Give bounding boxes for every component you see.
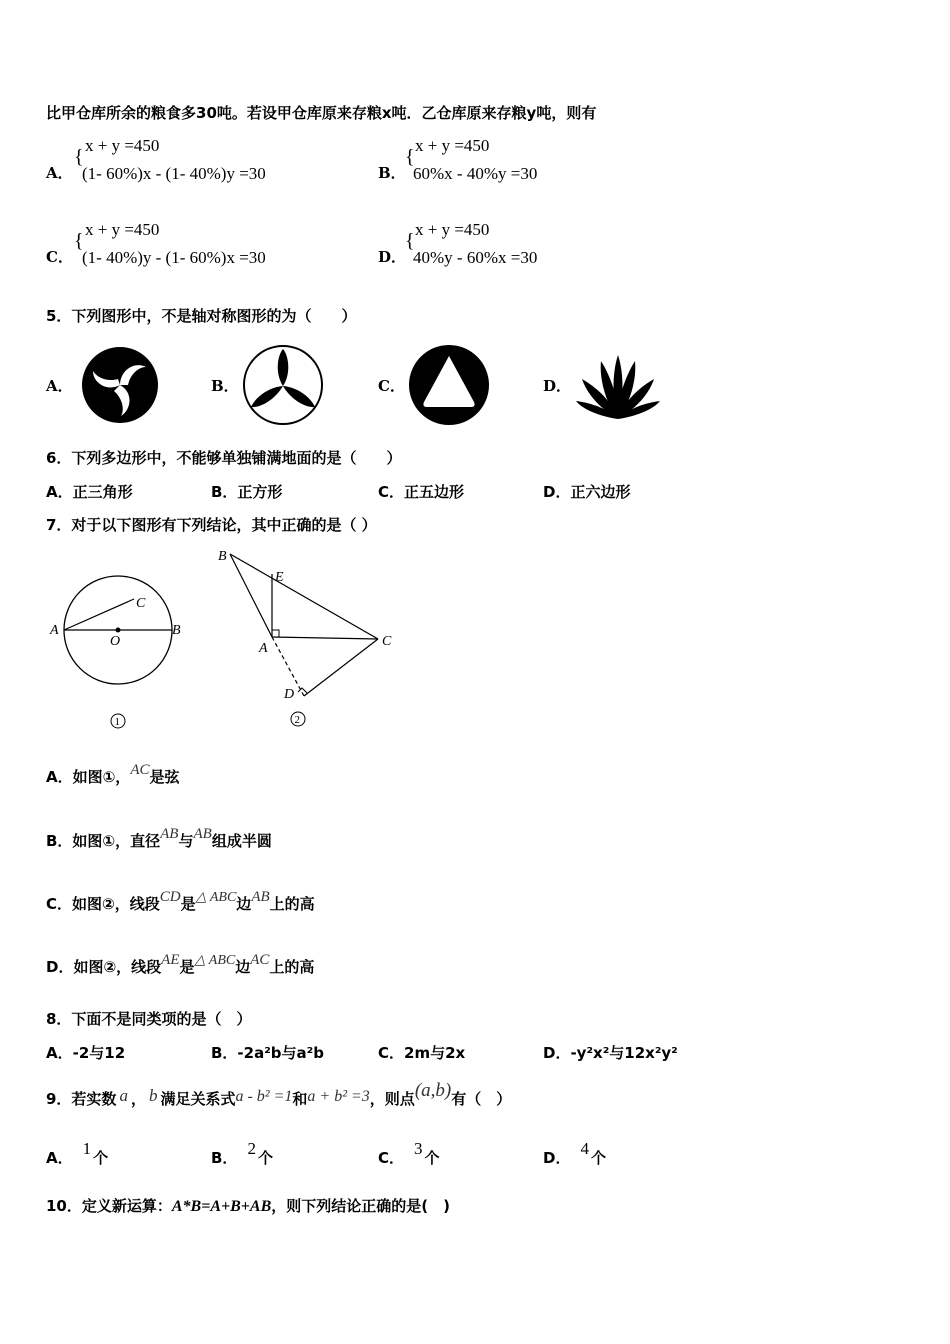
brace-icon: { [74, 146, 84, 168]
label-b: B [218, 549, 227, 564]
q6-option-b: B．正方形 [211, 483, 283, 501]
three-petal-icon [242, 344, 324, 426]
q5-option-b-label: B． [211, 377, 239, 395]
equation-2: (1- 60%)x - (1- 40%)y =30 [82, 164, 266, 183]
equation-1: x + y =450 [85, 136, 160, 155]
q5-option-c-label: C． [378, 377, 405, 395]
question-9-stem: 9．若实数 a ， b 满足关系式a - b² =1和a + b² =3，则点(a,b)有（ ） [46, 1080, 512, 1108]
equation-1: x + y =450 [415, 220, 490, 239]
equation-1: x + y =450 [85, 220, 160, 239]
q9-option-d: D． 4 个 [543, 1139, 606, 1167]
label-a: A [50, 623, 59, 638]
brace-icon: { [74, 230, 84, 252]
question-8-stem: 8．下面不是同类项的是（ ） [46, 1010, 252, 1028]
label-e: E [275, 570, 284, 585]
q8-option-b: B．-2a²b与a²b [211, 1044, 324, 1062]
triangle-in-circle-icon [408, 344, 490, 426]
q8-option-d: D．-y²x²与12x²y² [543, 1044, 678, 1062]
tomoe-icon [80, 345, 160, 425]
q5-option-a-label: A． [46, 377, 73, 395]
label-b: B [172, 623, 181, 638]
equation-2: (1- 40%)y - (1- 60%)x =30 [82, 248, 266, 267]
q6-option-a: A．正三角形 [46, 483, 133, 501]
label-d: D [284, 687, 295, 702]
q6-option-c: C．正五边形 [378, 483, 465, 501]
brace-icon: { [405, 146, 415, 168]
option-label: D． [378, 248, 407, 266]
q6-option-d: D．正六边形 [543, 483, 631, 501]
label-c: C [382, 634, 392, 649]
label-a: A [259, 641, 268, 656]
caption-1-digit: 1 [114, 716, 120, 728]
option-label: A． [46, 164, 73, 182]
caption-2-digit: 2 [294, 714, 300, 726]
question-10-stem: 10．定义新运算：A*B=A+B+AB，则下列结论正确的是( ) [46, 1197, 450, 1215]
question-6-stem: 6．下列多边形中，不能够单独铺满地面的是（ ） [46, 449, 402, 467]
brace-icon: { [405, 230, 415, 252]
question-5-stem: 5．下列图形中，不是轴对称图形的为（ ） [46, 307, 357, 325]
q7-option-c: C．如图②，线段CD是△ ABC边AB上的高 [46, 889, 315, 913]
equation-2: 60%x - 40%y =30 [413, 164, 538, 183]
question-7-stem: 7．对于以下图形有下列结论，其中正确的是（ ） [46, 516, 377, 534]
q7-option-b: B．如图①，直径AB与AB组成半圆 [46, 826, 272, 850]
q9-option-c: C． 3 个 [378, 1139, 440, 1167]
fan-petals-icon [574, 353, 662, 421]
question-4-stem: 比甲仓库所余的粮食多30吨。若设甲仓库原来存粮x吨．乙仓库原来存粮y吨，则有 [46, 104, 597, 122]
q8-option-a: A．-2与12 [46, 1044, 126, 1062]
label-c: C [136, 596, 146, 611]
q8-option-c: C．2m与2x [378, 1044, 466, 1062]
option-label: C． [46, 248, 73, 266]
q7-option-d: D．如图②，线段AE是△ ABC边AC上的高 [46, 952, 315, 976]
figure-2-triangle [212, 544, 412, 729]
label-o: O [110, 634, 121, 649]
q7-option-a: A．如图①，AC是弦 [46, 762, 180, 786]
q9-option-b: B． 2 个 [211, 1139, 273, 1167]
equation-1: x + y =450 [415, 136, 490, 155]
q5-option-d-label: D． [543, 377, 572, 395]
option-label: B． [378, 164, 406, 182]
q9-option-a: A． 1 个 [46, 1139, 109, 1167]
equation-2: 40%y - 60%x =30 [413, 248, 538, 267]
figure-1-circle [44, 570, 194, 735]
